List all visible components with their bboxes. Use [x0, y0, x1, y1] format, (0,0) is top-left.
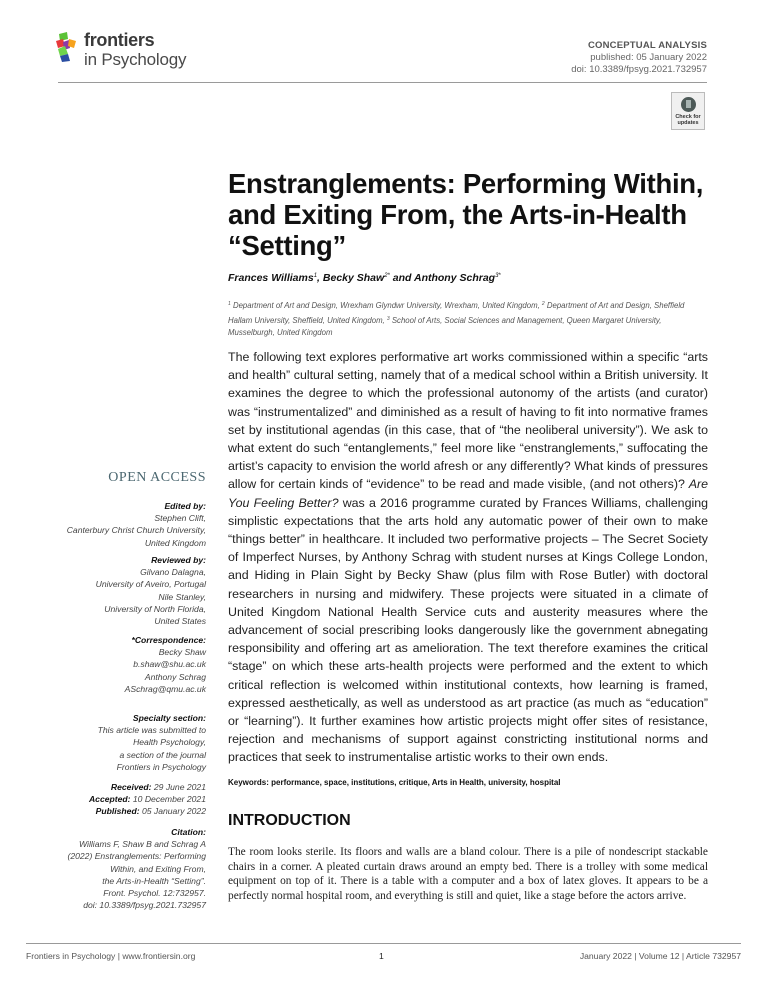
specialty-label: Specialty section:: [132, 713, 206, 723]
reviewed-by-label: Reviewed by:: [151, 555, 206, 565]
reviewer-line: Gilvano Dalagna,: [140, 567, 206, 578]
accepted-date: 10 December 2021: [130, 794, 206, 805]
specialty-line: Frontiers in Psychology: [116, 761, 206, 772]
journal-name: in Psychology: [84, 50, 187, 69]
dates-section: [40, 781, 206, 818]
check-for-updates-button[interactable]: [671, 92, 705, 130]
correspondent-email-link[interactable]: b.shaw@shu.ac.uk: [133, 659, 206, 670]
article-type: CONCEPTUAL ANALYSIS: [587, 40, 707, 51]
section-heading-introduction: INTRODUCTION: [228, 812, 351, 829]
specialty-section: [40, 712, 206, 773]
reviewer-line: University of Aveiro, Portugal: [95, 579, 206, 590]
introduction-paragraph: The room looks sterile. Its floors and walls are a bland colour. There is a pile of nondescript stackable chairs in a corner. A pleated curtain draws around an empty bed. There is a trolley with some medical equipment on top of it. There is a table with a computer and a box of latex gloves. It appears to be a perfectly normal hospital room, and everything is still and quiet, like a stage before the actors arrive.: [228, 846, 708, 902]
affil-sup: 2: [541, 301, 545, 307]
editor-line: Canterbury Christ Church University,: [66, 525, 206, 536]
specialty-line: This article was submitted to: [97, 725, 206, 736]
header-divider: [58, 82, 707, 83]
author-name[interactable]: Becky Shaw: [322, 272, 385, 284]
abstract-paragraph: [228, 348, 708, 767]
correspondent-email-link[interactable]: ASchrag@qmu.ac.uk: [124, 683, 206, 694]
check-updates-label: [672, 114, 704, 126]
abstract-programme-title: Are You Feeling Better?: [228, 477, 708, 510]
footer-journal-link[interactable]: Frontiers in Psychology | www.frontiersin.org: [26, 951, 196, 961]
citation-line: Within, and Exiting From,: [110, 863, 206, 874]
specialty-line: a section of the journal: [119, 749, 206, 760]
published-label: Published:: [95, 806, 140, 817]
correspondent-name: Anthony Schrag: [144, 671, 206, 682]
affil-sup: 3: [386, 315, 390, 322]
editor-line: Stephen Clift,: [154, 513, 206, 524]
citation-line: Williams F, Shaw B and Schrag A: [79, 839, 206, 850]
reviewer-line: University of North Florida,: [104, 603, 206, 614]
affil-text: Department of Art and Design, Wrexham Glyndwr University, Wrexham, United Kingdom,: [230, 301, 542, 310]
citation-line: (2022) Enstranglements: Performing: [67, 851, 206, 862]
citation-line: Front. Psychol. 12:732957.: [103, 888, 206, 899]
journal-brand: frontiers: [84, 30, 155, 50]
affiliations: [228, 298, 710, 340]
abstract-text-1: The following text explores performative art works commissioned within a specific “arts and health” cultural setting, namely that of a medical school within a British university. It examines the degree to which the professional autonomy of the artists (and curator) was “instrumentalized” and diminished as a result of having to fit into normative frames set by institutional agendas (in this case, that of “the neoliberal university”). We ask to what extent do such “entanglements,” feel more like “enstranglements,” suffocating the artist’s capacity to envision the world afresh or any differently? What kinds of pressures allow for certain kinds of “evidence” to be read and made visible, (and not others)?: [228, 350, 708, 492]
correspondence-section: [40, 634, 206, 695]
correspondence-label: *Correspondence:: [131, 635, 206, 645]
open-access-label: OPEN ACCESS: [108, 470, 206, 485]
edited-by-section: [40, 500, 206, 549]
abstract: [228, 348, 708, 767]
published-date-sidebar: 05 January 2022: [139, 806, 206, 817]
keywords: Keywords: performance, space, institutions, critique, Arts in Health, university, hospital: [228, 778, 561, 787]
citation-label: Citation:: [171, 827, 206, 837]
footer-issue-info: January 2022 | Volume 12 | Article 732957: [579, 951, 741, 961]
accepted-label: Accepted:: [88, 794, 131, 805]
check-updates-icon: [681, 97, 696, 112]
correspondent-name: Becky Shaw: [158, 647, 206, 658]
reviewer-line: Nile Stanley,: [158, 591, 206, 602]
author-sup: 1: [313, 273, 318, 279]
check-updates-line1: Check for: [675, 114, 701, 120]
specialty-line: Health Psychology,: [133, 737, 206, 748]
citation-doi-link[interactable]: doi: 10.3389/fpsyg.2021.732957: [83, 900, 206, 911]
affil-text: Department of Art and Design, Sheffield Hallam University, Sheffield, United Kingdom,: [228, 301, 685, 325]
reviewer-line: United States: [154, 616, 206, 627]
author-name[interactable]: Anthony Schrag: [413, 272, 496, 284]
author-sep: ,: [317, 272, 323, 284]
abstract-text-2: was a 2016 programme curated by Frances Williams, challenging simplistic expectations that the arts hold any automatic power of their own to make “things better” in healthcare. It included two performative projects – The Secret Society of Imperfect Nurses, by Anthony Schrag with student nurses at Kings College London, and Hiding in Plain Sight by Becky Shaw (plus film with Rose Butler) with doctoral researchers in nursing and midwifery. These projects were situated in a climate of United Kingdom National Health Service cuts and austerity measures where the advancement of social prescribing looks dangerously like the government abnegating responsibility and offering art as amelioration. The text therefore examines the critical “stage” on which these arts-health projects were performed and the extent to which critical reflection is welcomed within institutional contexts, how learning is framed, expressed aesthetically, as well as understood as art practice (as much as “education” or “learning”). It further examines how artistic projects might offer sites of resistance, rejection and mechanisms of support against constricting institutional norms and practices that seek to instrumentalise artistic works to their own ends.: [228, 495, 709, 765]
page-number: 1: [379, 951, 384, 961]
doi-link[interactable]: doi: 10.3389/fpsyg.2021.732957: [571, 64, 707, 75]
received-date: 29 June 2021: [151, 782, 206, 792]
editor-line: United Kingdom: [144, 537, 206, 548]
edited-by-label: Edited by:: [164, 501, 206, 511]
affil-sup: 1: [228, 301, 231, 307]
citation-section: [40, 826, 206, 911]
author-sup: 2*: [384, 273, 390, 279]
received-label: Received:: [110, 782, 152, 792]
citation-line: the Arts-in-Health “Setting”.: [102, 875, 206, 886]
author-sep: and: [389, 272, 414, 284]
article-title: Enstranglements: Performing Within, and Exiting From, the Arts-in-Health “Setting”: [228, 168, 704, 261]
footer-divider: [26, 943, 741, 944]
logo-cube-green: [59, 32, 68, 41]
author-name[interactable]: Frances Williams: [228, 272, 314, 284]
article-meta-header: [571, 40, 707, 76]
affil-text: School of Arts, Social Sciences and Management, Queen Margaret University, Musselburgh, United Kingdom: [228, 315, 662, 337]
frontiers-logo-icon: [56, 32, 82, 62]
check-updates-line2: updates: [677, 120, 699, 126]
author-list: [228, 272, 501, 284]
reviewed-by-section: [40, 554, 206, 627]
author-sup: 3*: [495, 273, 501, 279]
published-date: published: 05 January 2022: [590, 52, 707, 63]
